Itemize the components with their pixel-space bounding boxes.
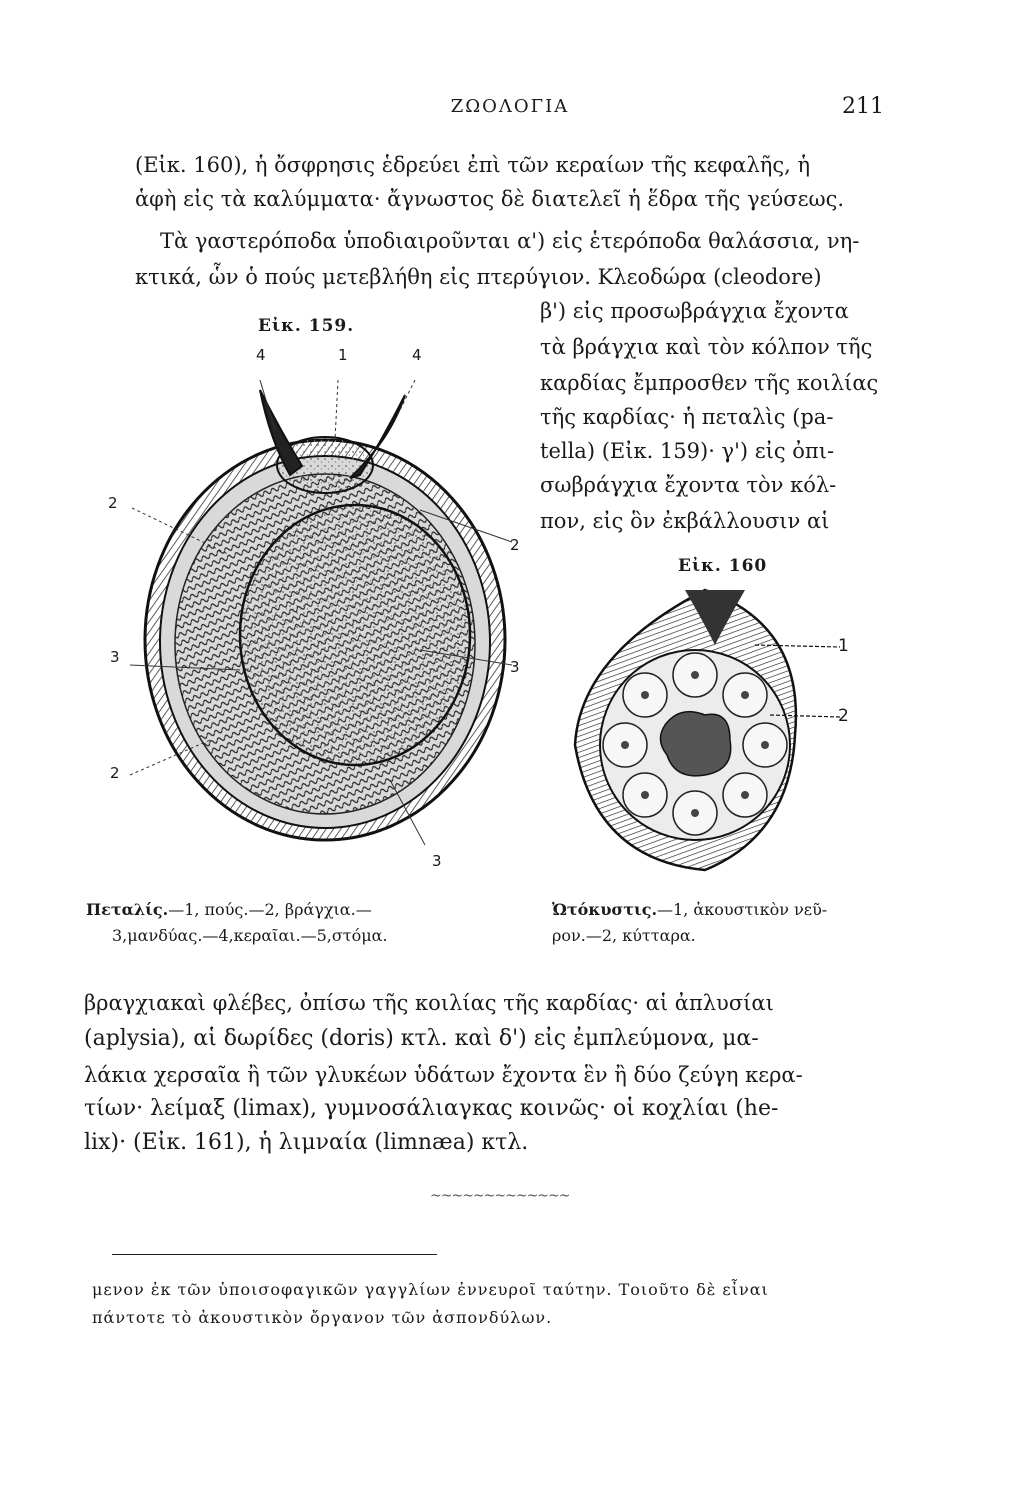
body-line: πον, εἰς ὃν ἐκβάλλουσιν αἱ <box>540 509 830 533</box>
figure-159-label: 4 <box>256 346 266 364</box>
figure-160-label: 1 <box>838 636 849 656</box>
body-line: τίων· λείμαξ (limax), γυμνοσάλιαγκας κοινῶς· οἱ κοχλίαι (he- <box>84 1096 779 1121</box>
body-line: Τὰ γαστερόποδα ὑποδιαιροῦνται α') εἰς ἑτερόποδα θαλάσσια, νη- <box>160 229 860 253</box>
body-line: (aplysia), αἱ δωρίδες (doris) κτλ. καὶ δ') εἰς ἐμπλεύμονα, μα- <box>84 1026 759 1051</box>
figure-160-caption-line2: ρον.—2, κύτταρα. <box>552 926 696 945</box>
body-line: tella) (Εἰκ. 159)· γ') εἰς ὀπι- <box>540 439 835 463</box>
figure-159-title: Εἰκ. 159. <box>258 316 355 336</box>
body-line: ἁφὴ εἰς τὰ καλύμματα· ἄγνωστος δὲ διατελεῖ ἡ ἕδρα τῆς γεύσεως. <box>135 187 845 211</box>
limpet-illustration <box>120 380 520 860</box>
figure-159-caption-text: —1, πούς.—2, βράγχια.— <box>168 900 372 919</box>
figure-159-label: 3 <box>432 852 442 870</box>
section-ornament: ~~~~~~~~~~~~~ <box>430 1188 570 1204</box>
figure-160-caption <box>552 898 827 922</box>
figure-159-label: 1 <box>338 346 348 364</box>
figure-159-caption-line2: 3,μανδύας.—4,κεραῖαι.—5,στόμα. <box>112 926 388 945</box>
body-line: σωβράγχια ἔχοντα τὸν κόλ- <box>540 473 837 497</box>
figure-159-label: 2 <box>108 494 118 512</box>
figure-159-caption <box>86 898 372 922</box>
figure-160-caption-title: Ὠτόκυστις. <box>552 900 658 919</box>
body-line: κτικά, ὧν ὁ πούς μετεβλήθη εἰς πτερύγιον. Κλεοδώρα (cleodore) <box>135 265 822 289</box>
body-line: λάκια χερσαῖα ἢ τῶν γλυκέων ὑδάτων ἔχοντα ἓν ἢ δύο ζεύγη κερα- <box>84 1063 803 1087</box>
running-title: ΖΩΟΛΟΓΙΑ <box>450 96 570 117</box>
footnote-line: πάντοτε τὸ ἀκουστικὸν ὄργανον τῶν ἀσπονδύλων. <box>92 1308 553 1327</box>
figure-159-caption-title: Πεταλίς. <box>86 900 169 919</box>
figure-160-label: 2 <box>838 706 849 726</box>
body-line: τῆς καρδίας· ἡ πεταλὶς (pa- <box>540 405 834 429</box>
body-line: καρδίας ἔμπροσθεν τῆς κοιλίας <box>540 371 879 395</box>
figure-159-label: 3 <box>110 648 120 666</box>
footnote-rule <box>112 1254 437 1255</box>
body-line: β') εἰς προσωβράγχια ἔχοντα <box>540 299 849 323</box>
figure-159-label: 3 <box>510 658 520 676</box>
figure-159-label: 4 <box>412 346 422 364</box>
figure-160-caption-text: —1, ἀκουστικὸν νεῦ- <box>657 900 828 919</box>
body-line: τὰ βράγχια καὶ τὸν κόλπον τῆς <box>540 335 873 359</box>
figure-159-label: 2 <box>110 764 120 782</box>
body-line: lix)· (Εἰκ. 161), ἡ λιμναία (limnæa) κτλ. <box>84 1130 529 1155</box>
body-line: (Εἰκ. 160), ἡ ὄσφρησις ἑδρεύει ἐπὶ τῶν κεραίων τῆς κεφαλῆς, ἡ <box>135 153 811 177</box>
body-line: βραγχιακαὶ φλέβες, ὀπίσω τῆς κοιλίας τῆς καρδίας· αἱ ἀπλυσίαι <box>84 991 774 1015</box>
footnote-line: μενον ἐκ τῶν ὑποισοφαγικῶν γαγγλίων ἐννευροῖ ταύτην. Τοιοῦτο δὲ εἶναι <box>92 1280 769 1299</box>
figure-160-title: Εἰκ. 160 <box>678 556 768 576</box>
page-number: 211 <box>842 94 884 119</box>
otocyst-illustration <box>555 585 845 880</box>
figure-159-label: 2 <box>510 536 520 554</box>
